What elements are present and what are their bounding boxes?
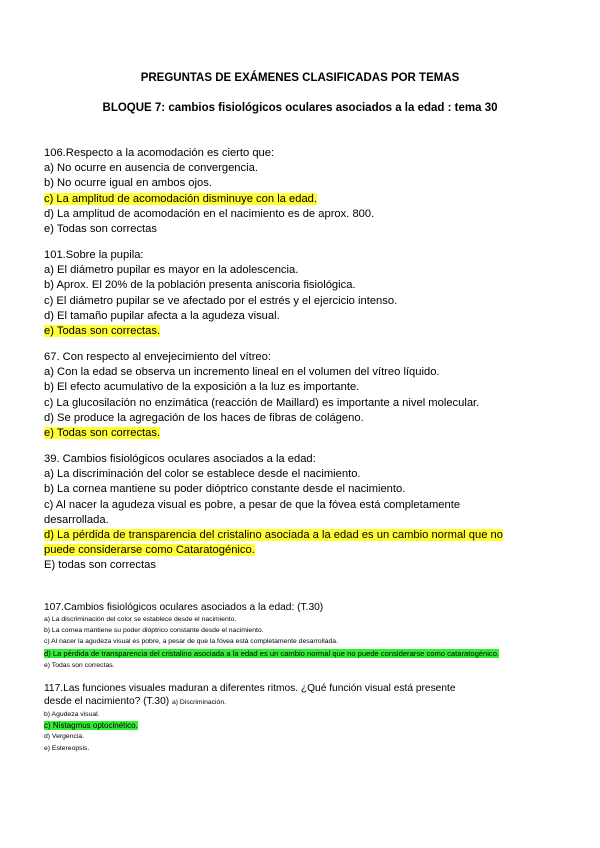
option-e-correct [44, 324, 564, 339]
highlighted-answer: c) Nistagmus optocinético. [44, 721, 138, 731]
option-b: b) Agudeza visual. [44, 711, 100, 718]
option-d-correct [44, 648, 524, 660]
highlighted-answer: c) La amplitud de acomodación disminuye con la edad. [44, 192, 318, 205]
option-a: a) Discriminación. [172, 699, 227, 706]
option-e-correct [44, 426, 564, 441]
block-title: BLOQUE 7: cambios fisiológicos oculares asociados a la edad : tema 30 [102, 102, 498, 114]
option-b: b) La cornea mantiene su poder dióptrico constante desde el nacimiento. [44, 483, 406, 496]
option-c: c) Al nacer la agudeza visual es pobre, a pesar de que la fóvea está completamente desarrollada. [44, 498, 461, 526]
option-e: e) Estereopsis. [44, 744, 90, 752]
stem-text: desde el nacimiento? (T.30) [44, 696, 170, 707]
highlighted-answer: d) La pérdida de transparencia del cristalino asociada a la edad es un cambio normal que no puede considerarse como cataratogénico. [44, 648, 500, 658]
question-stem-line1: 117.Las funciones visuales maduran a diferentes ritmos. ¿Qué función visual está presente [44, 683, 456, 694]
highlighted-answer: d) La pérdida de transparencia del cristalino asociada a la edad es un cambio normal que no puede considerarse como Cataratogénico. [44, 529, 503, 557]
option-b: b) El efecto acumulativo de la exposición a la luz es importante. [44, 381, 360, 394]
option-c: c) Al nacer la agudeza visual es pobre, a pesar de que la fóvea está completamente desarrollada. [44, 638, 338, 646]
highlighted-answer: e) Todas son correctas. [44, 325, 161, 338]
option-a: a) El diámetro pupilar es mayor en la adolescencia. [44, 264, 299, 277]
highlighted-answer: e) Todas son correctas. [44, 427, 161, 440]
question-stem: 39. Cambios fisiológicos oculares asociados a la edad: [44, 453, 316, 465]
option-a: a) Con la edad se observa un incremento lineal en el volumen del vítreo líquido. [44, 366, 440, 379]
question-117 [44, 682, 564, 754]
option-d-correct [44, 528, 534, 558]
option-a: a) No ocurre en ausencia de convergencia. [44, 162, 258, 175]
question-107 [44, 601, 564, 671]
question-stem-line2 [44, 695, 564, 709]
question-stem: 107.Cambios fisiológicos oculares asociados a la edad: (T.30) [44, 602, 324, 613]
option-b: b) La cornea mantiene su poder dióptrico constante desde el nacimiento. [44, 627, 264, 635]
option-d: d) Vergencia. [44, 733, 85, 741]
option-a: a) La discriminación del color se establece desde el nacimiento. [44, 616, 237, 623]
option-e: E) todas son correctas [44, 559, 156, 572]
option-a: a) La discriminación del color se establece desde el nacimiento. [44, 468, 361, 481]
question-stem: 101.Sobre la pupila: [44, 249, 144, 261]
question-106 [44, 146, 564, 237]
question-39 [44, 452, 564, 574]
option-c: c) El diámetro pupilar se ve afectado por el estrés y el ejercicio intenso. [44, 294, 398, 307]
question-67 [44, 350, 564, 441]
option-c: c) La glucosilación no enzimática (reacción de Maillard) es importante a nivel molecular. [44, 396, 480, 409]
option-b: b) Aprox. El 20% de la población presenta aniscoria fisiológica. [44, 279, 356, 292]
option-d: d) Se produce la agregación de los haces de fibras de colágeno. [44, 411, 364, 424]
option-b: b) No ocurre igual en ambos ojos. [44, 177, 212, 190]
option-e: e) Todas son correctas [44, 223, 157, 236]
question-stem: 106.Respecto a la acomodación es cierto que: [44, 147, 275, 159]
option-c-correct [44, 192, 564, 207]
option-e: e) Todas son correctas. [44, 661, 115, 669]
option-d: d) La amplitud de acomodación en el nacimiento es de aprox. 800. [44, 207, 375, 220]
document-title: PREGUNTAS DE EXÁMENES CLASIFICADAS POR TEMAS [140, 72, 460, 84]
question-stem: 67. Con respecto al envejecimiento del vítreo: [44, 351, 271, 363]
question-101 [44, 248, 564, 339]
option-d: d) El tamaño pupilar afecta a la agudeza visual. [44, 309, 280, 322]
